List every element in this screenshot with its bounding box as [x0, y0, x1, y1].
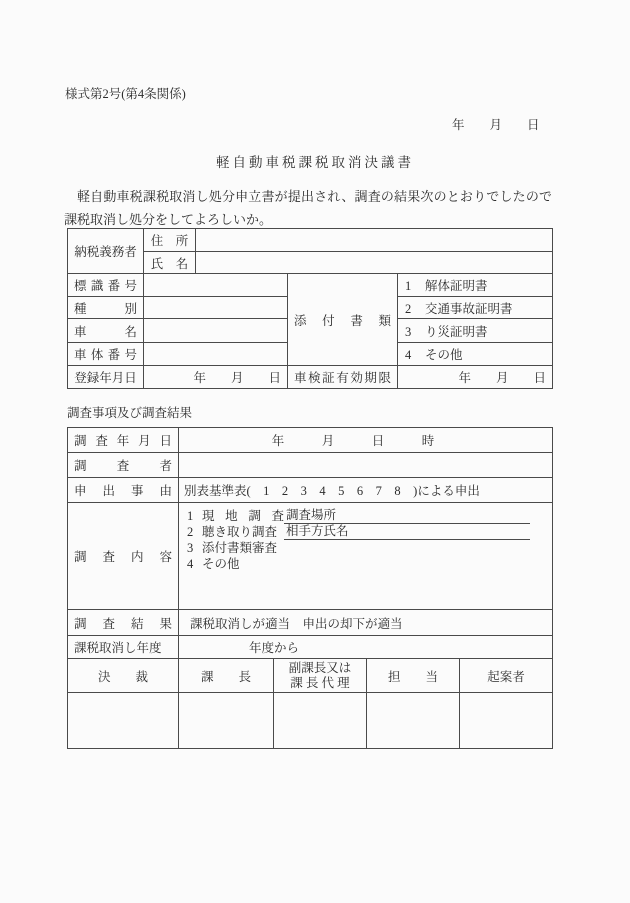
item-fill-in-field: 相手方氏名 [284, 521, 530, 540]
approval-stamp-cell-kacho [179, 693, 274, 749]
document-title: 軽自動車税課税取消決議書 [216, 155, 414, 170]
attachment-number: 2 [405, 301, 412, 316]
request-reason-value-cell: 別表基準表( 1 2 3 4 5 6 7 8 )による申出 [179, 478, 553, 503]
taxpayer-label: 納税義務者 [68, 229, 144, 274]
attachment-label: り災証明書 [425, 324, 488, 339]
attachment-label: 交通事故証明書 [425, 301, 513, 316]
item-label: 現地調査 [202, 509, 284, 523]
attachment-label: 解体証明書 [425, 279, 488, 293]
cancel-year-value-cell: 年度から [179, 636, 553, 659]
approval-header-fukukacho-line2: 課 長 代 理 [290, 675, 350, 690]
name-label: 氏 名 [144, 252, 196, 274]
survey-content-cell [179, 503, 553, 610]
item-number: 3 [187, 541, 194, 555]
survey-section-heading: 調査事項及び調査結果 [67, 406, 193, 420]
vehicle-info-table [67, 228, 553, 389]
approval-stamp-cell-kessai [68, 693, 179, 749]
vehicle-type-label: 種別 [68, 297, 144, 319]
survey-date-value-cell: 年 月 日 時 [179, 428, 553, 453]
survey-content-label: 調査内容 [68, 503, 179, 610]
item-number: 1 [187, 509, 194, 523]
body-number-value-cell [144, 343, 288, 366]
issue-date-line: 年 月 日 [452, 118, 540, 132]
address-value-cell [196, 229, 553, 252]
item-number: 2 [187, 525, 194, 539]
survey-date-label: 調査年月日 [68, 428, 179, 453]
item-number: 4 [187, 557, 194, 571]
survey-content-item [187, 556, 530, 572]
attachment-item [398, 297, 553, 319]
attachment-item [398, 343, 553, 366]
attachment-item [398, 319, 553, 343]
registration-date-value-cell: 年 月 日 [144, 366, 288, 389]
request-reason-label: 申出事由 [68, 478, 179, 503]
approval-header-kessai: 決 裁 [68, 659, 179, 693]
address-label: 住 所 [144, 229, 196, 252]
approval-header-kiansha: 起案者 [460, 659, 553, 693]
vehicle-name-value-cell [144, 319, 288, 343]
plate-number-value-cell [144, 274, 288, 297]
vehicle-name-label: 車名 [68, 319, 144, 343]
approval-stamp-cell-tanto [367, 693, 460, 749]
survey-result-table [67, 427, 553, 749]
attachment-item [398, 274, 553, 297]
attachment-number: 4 [405, 348, 412, 362]
approval-stamp-cell-fukukacho [274, 693, 367, 749]
registration-date-label: 登録年月日 [68, 366, 144, 389]
approval-stamp-cell-kiansha [460, 693, 553, 749]
surveyor-label: 調査者 [68, 453, 179, 478]
attachments-label: 添付書類 [288, 274, 398, 366]
vehicle-type-value-cell [144, 297, 288, 319]
attachment-label: その他 [425, 348, 463, 362]
item-label: その他 [202, 557, 240, 571]
approval-header-fukukacho-line1: 副課長又は [288, 660, 352, 675]
survey-result-label: 調査結果 [68, 610, 179, 636]
item-label: 聴き取り調査 [202, 525, 278, 539]
surveyor-value-cell [179, 453, 553, 478]
survey-result-value-cell: 課税取消しが適当 申出の却下が適当 [179, 610, 553, 636]
approval-header-fukukacho [274, 659, 367, 693]
intro-paragraph: 軽自動車税課税取消し処分申立書が提出され、調査の結果次のとおりでしたので課税取消し処分をしてよろしいか。 [64, 189, 552, 227]
approval-header-kacho: 課 長 [179, 659, 274, 693]
inspection-expiry-value-cell: 年 月 日 [398, 366, 553, 389]
inspection-expiry-label: 車検証有効期限 [288, 366, 398, 389]
attachment-number: 1 [405, 279, 412, 293]
cancel-year-label: 課税取消し年度 [68, 636, 179, 659]
attachment-number: 3 [405, 324, 412, 339]
item-fill-in-field: 調査場所 [284, 505, 530, 524]
approval-header-tanto: 担 当 [367, 659, 460, 693]
plate-number-label: 標識番号 [68, 274, 144, 297]
form-number: 様式第2号(第4条関係) [65, 87, 186, 101]
item-label: 添付書類審査 [202, 541, 278, 555]
body-number-label: 車体番号 [68, 343, 144, 366]
name-value-cell [196, 252, 553, 274]
